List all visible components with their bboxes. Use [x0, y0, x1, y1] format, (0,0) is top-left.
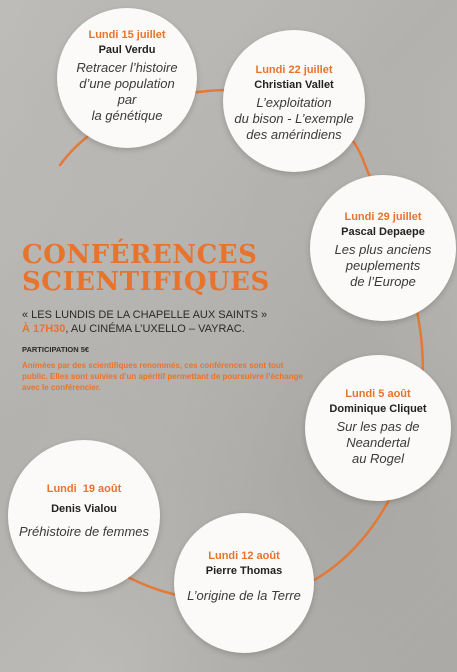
conference-speaker: Christian Vallet — [254, 78, 334, 91]
event-place: , AU CINÉMA L’UXELLO – VAYRAC. — [65, 323, 245, 335]
page-title: CONFÉRENCES SCIENTIFIQUES — [22, 240, 270, 297]
conference-date: Lundi 15 juillet — [88, 28, 166, 41]
conference-circle-5 — [174, 513, 314, 653]
conference-circle-1 — [57, 8, 197, 148]
participation-price: PARTICIPATION 5€ — [22, 345, 90, 354]
conference-talk: Retracer l’histoire d’une population par la génétique — [76, 59, 178, 123]
conference-speaker: Paul Verdu — [98, 43, 156, 56]
conference-talk: L’exploitation du bison - L’exemple des amérindiens — [234, 94, 354, 142]
conference-circle-4 — [305, 355, 451, 501]
conference-speaker: Pascal Depaepe — [341, 225, 425, 238]
event-time-place — [22, 323, 245, 335]
conference-date: Lundi 29 juillet — [344, 210, 422, 223]
conference-talk: Préhistoire de femmes — [18, 523, 150, 539]
event-series-name: « LES LUNDIS DE LA CHAPELLE AUX SAINTS » — [22, 309, 268, 321]
conference-talk: Les plus anciens peuplements de l’Europe — [334, 241, 432, 289]
event-description: Animées par des scientifiques renommés, ces conférences sont tout public. Elles sont suivies d’un apéritif permettant de poursuivre l’échange avec le conférencier. — [22, 361, 303, 392]
conference-date: Lundi 5 août — [345, 387, 411, 400]
conference-circle-6 — [8, 440, 160, 592]
conference-circle-3 — [310, 175, 456, 321]
event-time: À 17H30 — [22, 323, 66, 335]
conference-talk: L’origine de la Terre — [187, 588, 301, 603]
conference-talk: Sur les pas de Neandertal au Rogel — [336, 418, 420, 466]
conference-speaker: Denis Vialou — [51, 502, 117, 515]
conference-date: Lundi 19 août — [46, 482, 122, 495]
conference-date: Lundi 22 juillet — [255, 63, 333, 76]
conference-speaker: Dominique Cliquet — [329, 402, 427, 415]
conference-speaker: Pierre Thomas — [205, 565, 283, 577]
conference-date: Lundi 12 août — [208, 550, 280, 562]
conference-circle-2 — [223, 30, 365, 172]
